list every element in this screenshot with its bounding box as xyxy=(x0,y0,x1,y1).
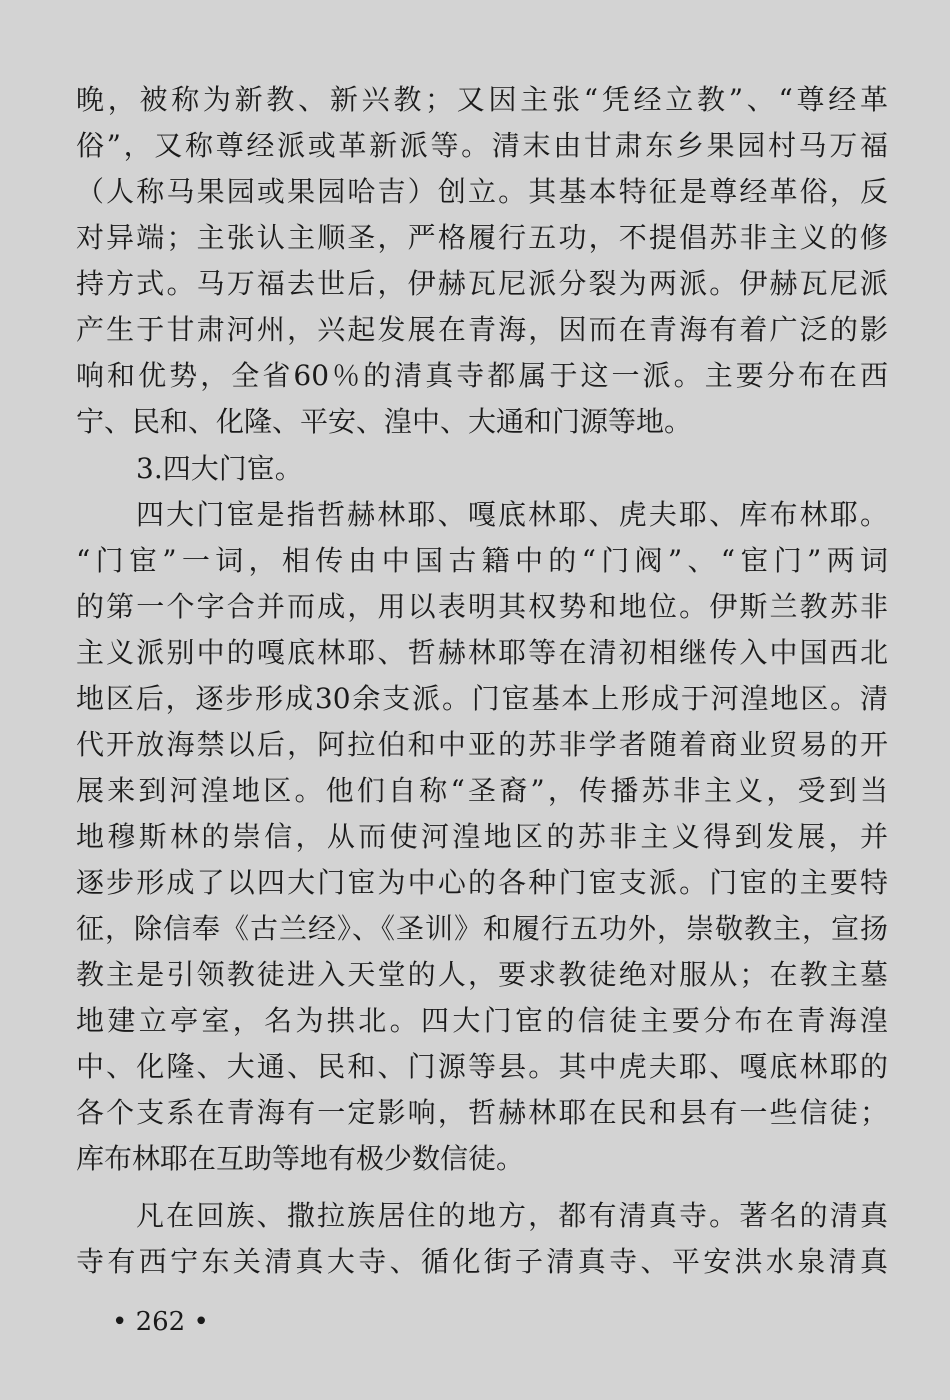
text-line: “门宦”一词，相传由中国古籍中的“门阀”、“宦门”两词 xyxy=(76,544,888,577)
section-heading: 3.四大门宦。 xyxy=(136,452,303,485)
text-line: 主义派别中的嘎底林耶、哲赫林耶等在清初相继传入中国西北 xyxy=(76,636,888,669)
text-line: 寺有西宁东关清真大寺、循化街子清真寺、平安洪水泉清真 xyxy=(76,1245,888,1278)
text-line: 展来到河湟地区。他们自称“圣裔”，传播苏非主义，受到当 xyxy=(76,774,888,807)
text-line: 宁、民和、化隆、平安、湟中、大通和门源等地。 xyxy=(76,405,693,438)
text-line: 持方式。马万福去世后，伊赫瓦尼派分裂为两派。伊赫瓦尼派 xyxy=(76,267,888,300)
text-line: 俗”，又称尊经派或革新派等。清末由甘肃东乡果园村马万福 xyxy=(76,129,888,162)
text-line: 教主是引领教徒进入天堂的人，要求教徒绝对服从；在教主墓 xyxy=(76,958,888,991)
text-line: 地区后，逐步形成30余支派。门宦基本上形成于河湟地区。清 xyxy=(76,682,888,715)
text-line: 地穆斯林的崇信，从而使河湟地区的苏非主义得到发展，并 xyxy=(76,820,888,853)
text-line: 的第一个字合并而成，用以表明其权势和地位。伊斯兰教苏非 xyxy=(76,590,888,623)
text-line: 地建立亭室，名为拱北。四大门宦的信徒主要分布在青海湟 xyxy=(76,1004,888,1037)
text-line: （人称马果园或果园哈吉）创立。其基本特征是尊经革俗，反 xyxy=(76,175,888,208)
text-line: 各个支系在青海有一定影响，哲赫林耶在民和县有一些信徒； xyxy=(76,1096,888,1129)
text-line: 产生于甘肃河州，兴起发展在青海，因而在青海有着广泛的影 xyxy=(76,313,888,346)
text-line: 库布林耶在互助等地有极少数信徒。 xyxy=(76,1142,525,1175)
text-line: 中、化隆、大通、民和、门源等县。其中虎夫耶、嘎底林耶的 xyxy=(76,1050,888,1083)
text-line: 响和优势，全省60％的清真寺都属于这一派。主要分布在西 xyxy=(76,359,888,392)
text-line: 征，除信奉《古兰经》、《圣训》和履行五功外，崇敬教主，宣扬 xyxy=(76,912,888,945)
text-line: 逐步形成了以四大门宦为中心的各种门宦支派。门宦的主要特 xyxy=(76,866,888,899)
text-line: 代开放海禁以后，阿拉伯和中亚的苏非学者随着商业贸易的开 xyxy=(76,728,888,761)
text-line: 凡在回族、撒拉族居住的地方，都有清真寺。著名的清真 xyxy=(136,1199,888,1232)
text-line: 四大门宦是指哲赫林耶、嘎底林耶、虎夫耶、库布林耶。 xyxy=(136,498,888,531)
text-line: 对异端；主张认主顺圣，严格履行五功，不提倡苏非主义的修 xyxy=(76,221,888,254)
text-line: 晚，被称为新教、新兴教；又因主张“凭经立教”、“尊经革 xyxy=(76,83,888,116)
page-number: • 262 • xyxy=(112,1307,209,1337)
